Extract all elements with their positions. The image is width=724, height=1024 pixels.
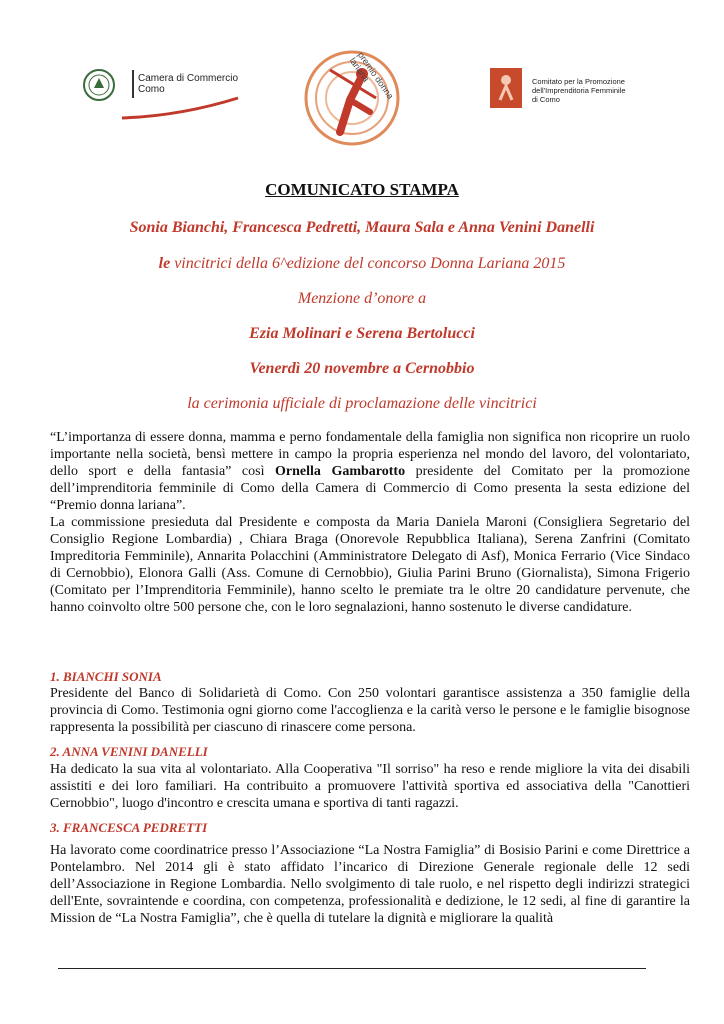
section-text: Ha lavorato come coordinatrice presso l’Associazione “La Nostra Famiglia” di Bosisio Parini e come Direttrice a Pontelambro. Nel 2014 gli è stato affidato l’incarico di Direzione Generale regionale delle 12 sedi dell’Associazione in Regione Lombardia. Nello svolgimento di tale ruolo, e nel rispetto degli indirizzi strategici dell'Ente, sovraintende e coordina, con competenza, professionalità e dedizione, le 12 sedi, al fine di garantire la Mission de “La Nostra Famiglia”, che è quella di tutelare la dignità e migliorare la qualità (50, 843, 690, 926)
page-title: COMUNICATO STAMPA (265, 180, 459, 199)
winners-names: Sonia Bianchi, Francesca Pedretti, Maura Sala e Anna Venini Danelli (129, 219, 595, 236)
intro-text-b: presidente del Comitato per la promozione dell’imprenditoria femminile di Como della Camera di Commercio di Como presenta la sesta edizione del “Premio donna lariana”. (50, 464, 690, 513)
commission-paragraph: La commissione presieduta dal Presidente e composta da Maria Daniela Maroni (Consigliera Segretario del Consiglio Regione Lombardia) , Chiara Braga (Onorevole Repubblica Italiana), Serena Zanfrini (Comitato Impreditoria Femminile), Annarita Polacchini (Amministratore Delegato di Asf), Monica Ferrario (Vice Sindaco di Cernobbio), Elonora Galli (Ass. Comune di Cernobbio), Giulia Parini Bruno (Giornalista), Simona Frigerio (Comitato per l’Imprenditoria Femminile), hanno scelto le premiate tra le oltre 20 candidature pervenute, che hanno coinvolto oltre 500 persone che, con le loro segnalazioni, hanno sostenuto le diverse candidature. (50, 515, 690, 615)
subtitle-rest: vincitrici della 6^edizione del concorso Donna Lariana 2015 (170, 255, 566, 272)
camera-commercio-text (138, 73, 248, 95)
comitato-text (532, 77, 652, 104)
intro-text-a: “L’importanza di essere donna, mamma e perno fondamentale della famiglia non significa non ricoprire un ruolo importante nella società, bensì mettere in campo la propria esperienza nel mondo del lavoro, del volontariato, dello sport e della fantasia” così (50, 430, 690, 479)
event-date: Venerdì 20 novembre a Cernobbio (249, 360, 475, 377)
subtitle-le: le (158, 255, 171, 272)
comitato-line1: Comitato per la Promozione (532, 77, 625, 86)
intro-bold-name: Ornella Gambarotto (275, 464, 406, 479)
section-text: Ha dedicato la sua vita al volontariato. Alla Cooperativa "Il sorriso" ha reso e rende migliore la vita dei disabili assistiti e dei loro familiari. Ha contribuito a promuovere l'attività sportiva ed associativa della "Canottieri Cernobbio", luogo d'incontro e crescita umana e sportiva di tanti ragazzi. (50, 762, 690, 811)
winners-subtitle (0, 255, 724, 273)
honor-mention-label: Menzione d’onore a (297, 290, 427, 307)
red-swoosh-icon (120, 94, 242, 120)
comitato-line2: dell'Imprenditoria Femminile (532, 86, 626, 95)
camera-commercio-line2: Como (138, 84, 165, 95)
figure-icon (490, 68, 522, 108)
honor-mention-names: Ezia Molinari e Serena Bertolucci (249, 325, 475, 342)
comitato-line3: di Como (532, 95, 560, 104)
section-title: 1. BIANCHI SONIA (50, 669, 162, 684)
section-text: Presidente del Banco di Solidarietà di Como. Con 250 volontari garantisce assistenza a 350 famiglie della provincia di Como. Testimonia ogni giorno come l'accoglienza e la carità verso le persone e le famiglie bisognose rappresenta la possibilità per ciascuno di rinascere come persona. (50, 686, 690, 735)
premio-logo-text: premio donna lariana (347, 50, 396, 101)
seal-icon (82, 68, 116, 102)
section-title: 2. ANNA VENINI DANELLI (50, 744, 208, 759)
comitato-logo-mark (490, 68, 522, 108)
intro-paragraph (50, 429, 690, 514)
comitato-logo (490, 68, 650, 112)
section-title: 3. FRANCESCA PEDRETTI (50, 820, 208, 835)
premio-donna-lariana-logo (300, 40, 420, 155)
ceremony-line: la cerimonia ufficiale di proclamazione delle vincitrici (187, 395, 537, 412)
footer-divider (58, 968, 646, 969)
camera-commercio-line1: Camera di Commercio (138, 73, 239, 84)
camera-commercio-logo (80, 64, 240, 120)
